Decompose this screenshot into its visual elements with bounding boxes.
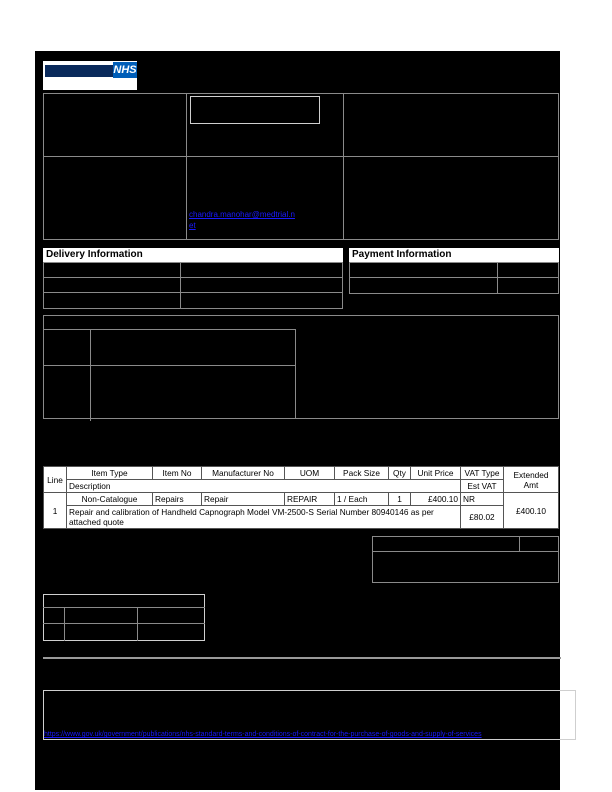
payment-vline	[497, 262, 498, 294]
delivery-vline	[180, 262, 181, 309]
supplier-email-link[interactable]	[189, 209, 319, 231]
payment-hline	[349, 277, 559, 278]
col-line-header: Line	[44, 467, 67, 493]
row-unit-price: £400.10	[411, 493, 461, 506]
row-uom: REPAIR	[285, 493, 335, 506]
totals-box	[372, 536, 559, 583]
supplier-email-line-1: chandra.manohar@medtrial.n	[189, 210, 295, 219]
col-item-no-header: Item No	[153, 467, 202, 480]
row-est-vat: £80.02	[461, 506, 504, 529]
row-pack-size: 1 / Each	[335, 493, 389, 506]
supplier-email-line-2: et	[189, 221, 196, 230]
delivery-hline-1	[43, 277, 343, 278]
summary-vline-1	[64, 607, 65, 641]
col-pack-size-header: Pack Size	[335, 467, 389, 480]
col-manufacturer-no-header: Manufacturer No	[202, 467, 285, 480]
summary-hline-2	[43, 623, 205, 624]
payment-header	[349, 248, 559, 262]
table-row	[44, 493, 559, 506]
col-item-type-header: Item Type	[67, 467, 153, 480]
row-vat-type: NR	[461, 493, 504, 506]
totals-hline	[372, 551, 559, 552]
nhs-logo-badge: NHS	[113, 64, 137, 76]
order-number-box	[190, 96, 320, 124]
payment-table	[349, 262, 559, 294]
table-row-description	[44, 506, 559, 529]
items-header-row-2	[44, 480, 559, 493]
col-description-header: Description	[67, 480, 461, 493]
delivery-table	[43, 262, 343, 309]
logo-bar	[45, 65, 113, 77]
items-table	[43, 466, 559, 529]
col-extended-amt-header: Extended Amt	[504, 467, 559, 493]
delivery-title: Delivery Information	[46, 249, 143, 260]
row-qty: 1	[389, 493, 411, 506]
row-manufacturer-no: Repair	[202, 493, 285, 506]
row-extended-amt: £400.10	[504, 493, 559, 529]
notes-inner-vline	[90, 329, 91, 421]
totals-vline	[519, 536, 520, 552]
summary-table	[43, 594, 205, 641]
address-grid-hline	[43, 156, 559, 157]
col-est-vat-header: Est VAT	[461, 480, 504, 493]
notes-inner-hline	[43, 365, 296, 366]
delivery-hline-2	[43, 292, 343, 293]
summary-hline-1	[43, 607, 205, 608]
section-divider	[43, 657, 561, 659]
address-grid-vline-2	[343, 93, 344, 240]
terms-link[interactable]: https://www.gov.uk/government/publications/nhs-standard-terms-and-conditions-of-contract-for-the-purchase-of-goods-and-supply-of-services	[44, 731, 482, 738]
nhs-logo	[43, 61, 137, 90]
payment-title: Payment Information	[352, 249, 452, 260]
row-description: Repair and calibration of Handheld Capnograph Model VM-2500-S Serial Number 80940146 as per attached quote	[67, 506, 461, 529]
notes-inner-box	[43, 329, 296, 419]
col-qty-header: Qty	[389, 467, 411, 480]
row-item-type: Non-Catalogue	[67, 493, 153, 506]
delivery-header	[43, 248, 343, 262]
address-grid-vline-1	[186, 93, 187, 240]
row-item-no: Repairs	[153, 493, 202, 506]
summary-vline-2	[137, 607, 138, 641]
row-line: 1	[44, 493, 67, 529]
col-uom-header: UOM	[285, 467, 335, 480]
col-unit-price-header: Unit Price	[411, 467, 461, 480]
items-header-row	[44, 467, 559, 480]
col-vat-type-header: VAT Type	[461, 467, 504, 480]
